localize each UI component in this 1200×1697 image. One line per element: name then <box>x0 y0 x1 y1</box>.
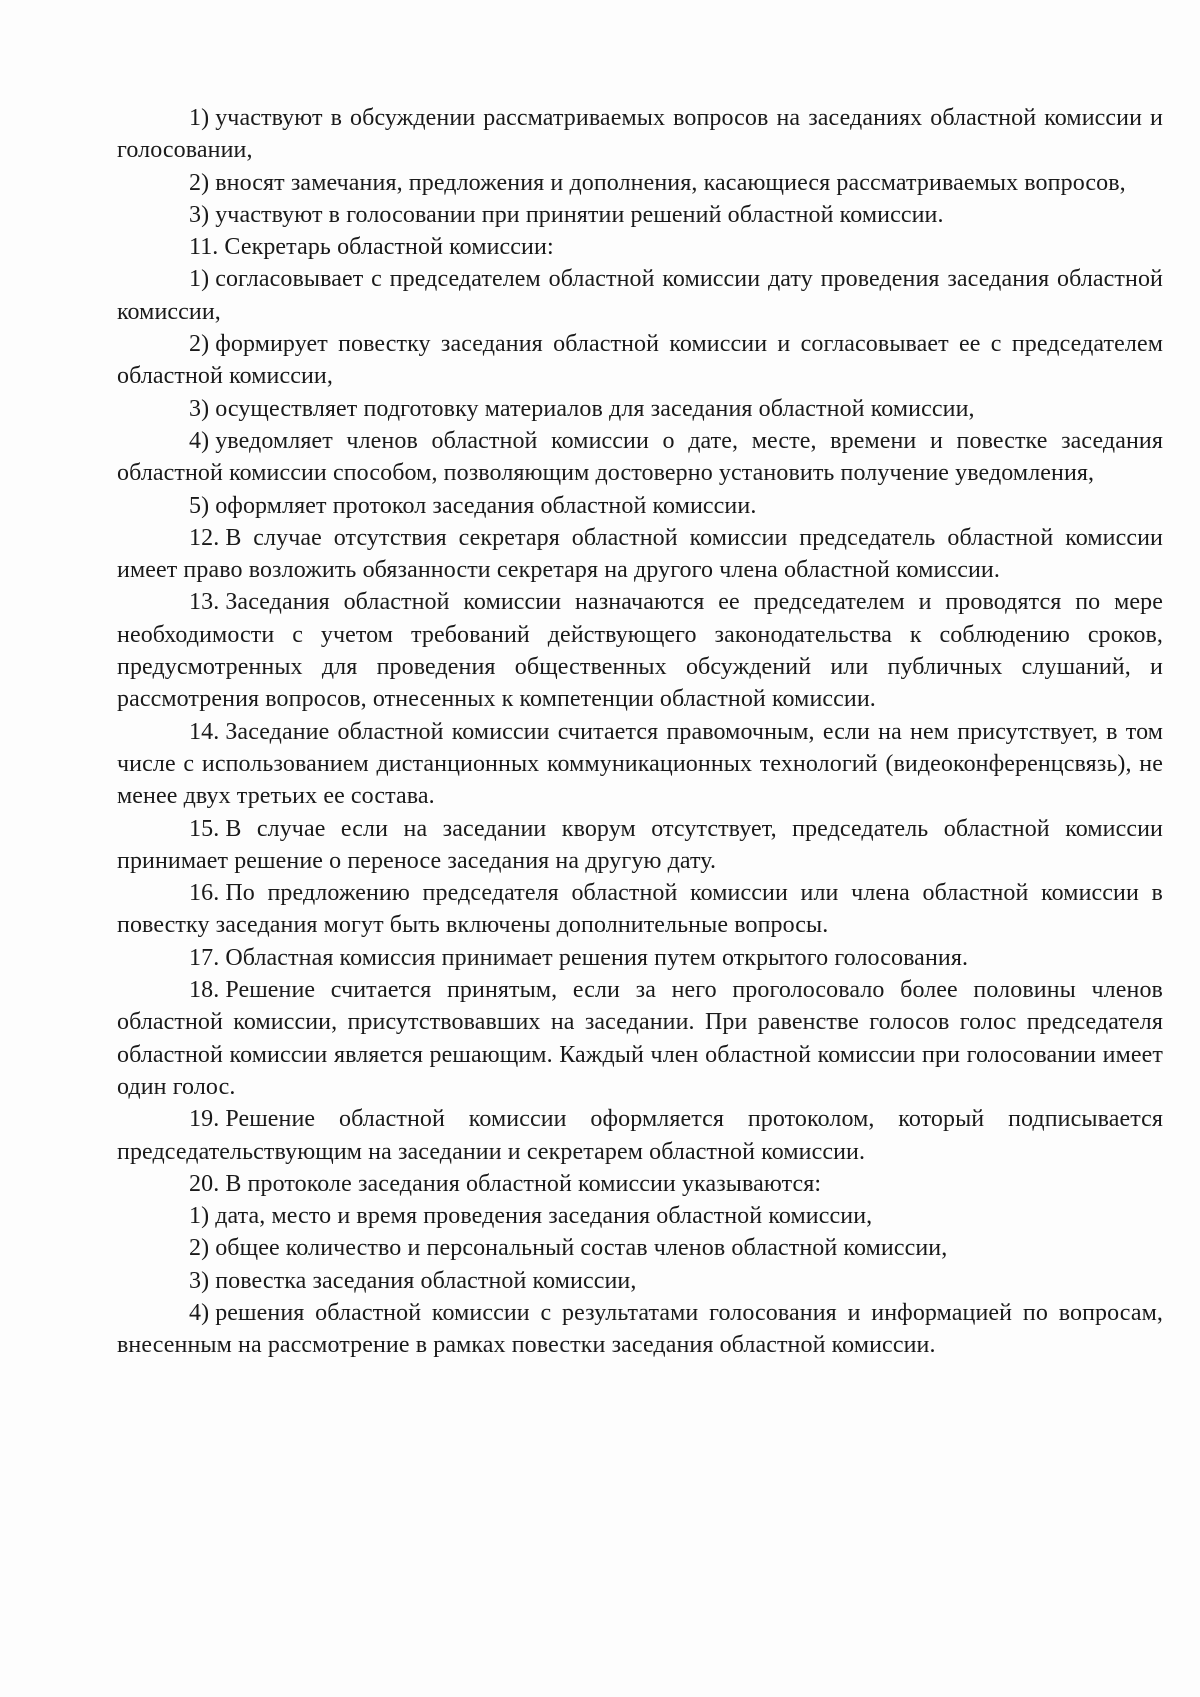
item-number: 4) <box>189 1299 210 1326</box>
item-text: согласовывает с председателем областной комиссии дату проведения заседания областной комиссии, <box>117 266 1163 325</box>
item-text: По предложению председателя областной комиссии или члена областной комиссии в повестку заседания могут быть включены дополнительные вопросы. <box>117 880 1163 939</box>
item-number: 19. <box>189 1106 220 1133</box>
item-text: уведомляет членов областной комиссии о дате, месте, времени и повестке заседания областной комиссии способом, позволяющим достоверно установить получение уведомления, <box>117 427 1163 487</box>
item-number: 16. <box>189 880 220 907</box>
section-item <box>117 231 1163 263</box>
list-item <box>117 425 1163 490</box>
item-number: 4) <box>189 427 210 454</box>
item-text: вносят замечания, предложения и дополнения, касающиеся рассматриваемых вопросов, <box>215 169 1126 196</box>
item-text: Областная комиссия принимает решения путем открытого голосования. <box>225 944 969 971</box>
section-item <box>117 813 1163 878</box>
list-item <box>117 263 1163 328</box>
section-item <box>117 586 1163 715</box>
item-number: 3) <box>189 395 210 422</box>
item-text: Решение областной комиссии оформляется протоколом, который подписывается председательствующим на заседании и секретарем областной комиссии. <box>117 1106 1163 1165</box>
item-text: формирует повестку заседания областной комиссии и согласовывает ее с председателем областной комиссии, <box>117 331 1163 390</box>
item-number: 13. <box>189 589 220 616</box>
list-item <box>117 199 1163 231</box>
item-text: В случае если на заседании кворум отсутствует, председатель областной комиссии принимает решение о переносе заседания на другую дату. <box>117 815 1163 874</box>
item-text: Секретарь областной комиссии: <box>224 234 554 261</box>
item-number: 20. <box>189 1170 220 1197</box>
item-text: Решение считается принятым, если за него проголосовало более половины членов областной комиссии, присутствовавших на заседании. При равенстве голосов голос председателя областной комиссии является решающим. Каждый член областной комиссии при голосовании имеет один голос. <box>117 977 1163 1100</box>
item-number: 1) <box>189 1203 210 1230</box>
item-number: 14. <box>189 718 220 745</box>
list-item <box>117 490 1163 522</box>
section-item <box>117 716 1163 813</box>
item-text: оформляет протокол заседания областной комиссии. <box>215 492 757 519</box>
list-item <box>117 167 1163 199</box>
item-text: решения областной комиссии с результатами голосования и информацией по вопросам, внесенным на рассмотрение в рамках повестки заседания областной комиссии. <box>117 1299 1163 1359</box>
item-text: В случае отсутствия секретаря областной комиссии председатель областной комиссии имеет право возложить обязанности секретаря на другого члена областной комиссии. <box>117 524 1163 584</box>
section-item <box>117 877 1163 942</box>
item-number: 2) <box>189 169 210 196</box>
item-number: 12. <box>189 524 220 551</box>
section-item <box>117 942 1163 974</box>
item-text: общее количество и персональный состав членов областной комиссии, <box>215 1235 948 1262</box>
list-item <box>117 1265 1163 1297</box>
section-item <box>117 522 1163 587</box>
section-item <box>117 1168 1163 1200</box>
section-item <box>117 1103 1163 1168</box>
item-text: участвуют в обсуждении рассматриваемых вопросов на заседаниях областной комиссии и голосовании, <box>117 105 1163 164</box>
item-number: 5) <box>189 492 210 519</box>
list-item <box>117 1200 1163 1232</box>
document-body <box>117 102 1163 1362</box>
item-text: повестка заседания областной комиссии, <box>215 1267 637 1294</box>
item-number: 3) <box>189 201 210 228</box>
item-text: дата, место и время проведения заседания областной комиссии, <box>215 1203 873 1230</box>
list-item <box>117 393 1163 425</box>
item-text: осуществляет подготовку материалов для заседания областной комиссии, <box>215 395 975 422</box>
item-number: 2) <box>189 1235 210 1262</box>
item-text: Заседания областной комиссии назначаются ее председателем и проводятся по мере необходимости с учетом требований действующего законодательства к соблюдению сроков, предусмотренных для проведения общественных обсуждений или публичных слушаний, и рассмотрения вопросов, отнесенных к компетенции областной комиссии. <box>117 589 1163 713</box>
item-number: 2) <box>189 331 210 358</box>
item-number: 11. <box>189 234 219 261</box>
item-text: В протоколе заседания областной комиссии указываются: <box>225 1170 822 1197</box>
item-number: 15. <box>189 815 220 842</box>
item-text: участвуют в голосовании при принятии решений областной комиссии. <box>215 201 944 228</box>
list-item <box>117 1232 1163 1264</box>
item-number: 1) <box>189 105 210 131</box>
list-item <box>117 102 1163 167</box>
item-number: 3) <box>189 1267 210 1294</box>
list-item <box>117 1297 1163 1362</box>
item-text: Заседание областной комиссии считается правомочным, если на нем присутствует, в том числе с использованием дистанционных коммуникационных технологий (видеоконференцсвязь), не менее двух третьих ее состава. <box>117 718 1163 810</box>
item-number: 1) <box>189 266 210 293</box>
item-number: 18. <box>189 977 220 1004</box>
section-item <box>117 974 1163 1103</box>
item-number: 17. <box>189 944 220 971</box>
list-item <box>117 328 1163 393</box>
